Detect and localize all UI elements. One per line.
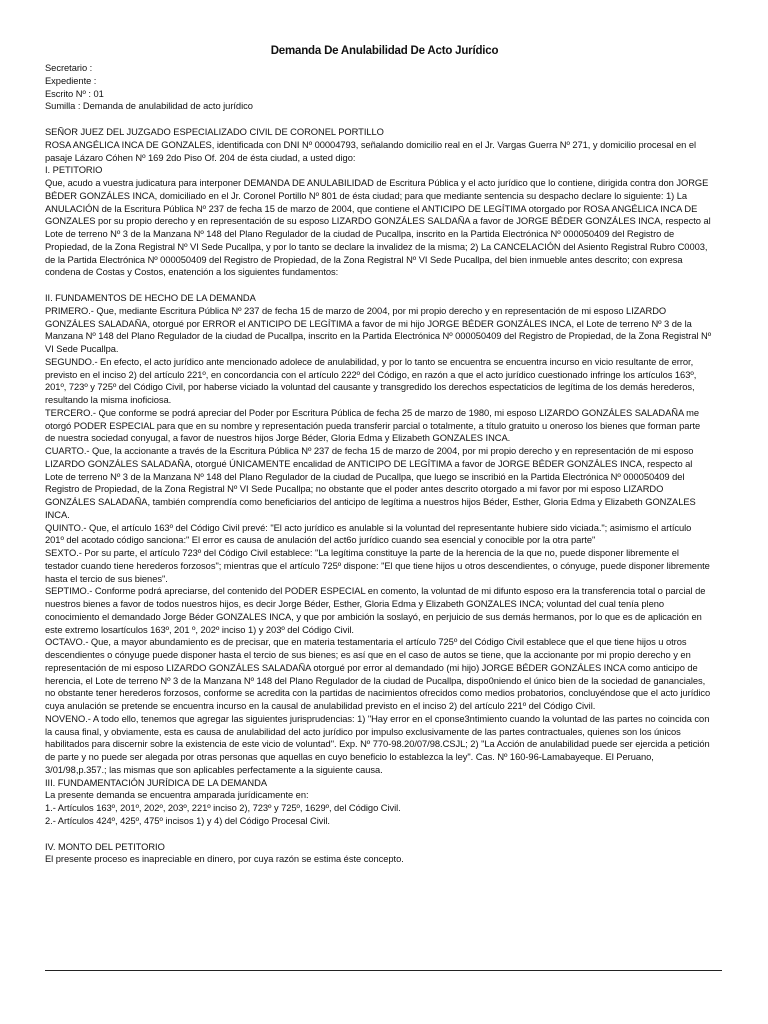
- fundamentacion-line-intro: La presente demanda se encuentra amparada jurídicamente en:: [45, 790, 309, 801]
- section-heading-petitorio: I. PETITORIO: [45, 165, 103, 176]
- header-block: [45, 62, 712, 113]
- section-heading-fundamentacion-juridica: III. FUNDAMENTACIÓN JURÍDICA DE LA DEMANDA: [45, 777, 268, 788]
- fundamentacion-line-codigo-civil: 1.- Artículos 163º, 201º, 202º, 203º, 221º inciso 2), 723º y 725º, 1629º, del Código Civil.: [45, 803, 401, 813]
- paragraph-quinto: QUINTO.- Que, el artículo 163º del Código Civil prevé: "El acto jurídico es anulable si la voluntad del representante hubiere sido viciada."; asimismo el artículo 201º del acotado código sanciona:" El error es causa de anulación del act6o jurídico cuando sea esencial y conocible por la otra parte": [45, 522, 692, 546]
- section-heading-fundamentos-hecho: II. FUNDAMENTOS DE HECHO DE LA DEMANDA: [45, 293, 256, 303]
- fundamentacion-line-codigo-procesal: 2.- Artículos 424º, 425º, 475º incisos 1) y 4) del Código Procesal Civil.: [45, 815, 330, 826]
- section-heading-monto: IV. MONTO DEL PETITORIO: [45, 841, 165, 852]
- paragraph-sexto: SEXTO.- Por su parte, el artículo 723º del Código Civil establece: "La legítima constituye la parte de la herencia de la que no, puede disponer libremente el testador cuando tiene herederos forzosos"; mientras que el artículo 725º dispone: "El que tiene hijos u otros descendientes, o cónyuge, puede disponer libremente hasta el tercio de sus bienes".: [45, 548, 710, 584]
- paragraph-tercero: TERCERO.- Que conforme se podrá apreciar del Poder por Escritura Pública de fecha 25 de marzo de 1980, mi esposo LIZARDO GONZÁLES SALADAÑA me otorgó PODER ESPECIAL para que en su nombre y representación pueda transferir parcial o totalmente, a título gratuito u oneroso los bienes que forman parte de nuestra sociedad conyugal, a favor de nuestros hijos Jorge Béder, Gloria Edma y Elizabeth GONZALES INCA.: [45, 407, 701, 444]
- petitorio-paragraph: Que, acudo a vuestra judicatura para interponer DEMANDA DE ANULABILIDAD de Escritura Pública y el acto jurídico que lo contiene, dirigida contra don JORGE BÉDER GONZÁLES INCA, domiciliado en el Jr. Coronel Portillo Nº 801 de ésta ciudad; para que mediante sentencia su despacho declare lo siguiente: 1) La ANULACIÓN de la Escritura Pública Nº 237 de fecha 15 de marzo de 2004, que contiene el ANTICIPO DE LEGÍTIMA otorgado por ROSA ANGÉLICA INCA DE GONZALES por su propio derecho y en representación de su esposo LIZARDO GONZÁLES SALDAÑA a favor de JORGE BÉDER GONZÁLES INCA, respecto al Lote de terreno Nº 3 de la Manzana Nº 148 del Plano Regulador de la ciudad de Pucallpa, inscrito en la Partida Electrónica Nº 000050409 del Registro de Propiedad, de la Zona Registral Nº VI Sede Pucallpa, y por lo tanto se declare la invalidez de la misma; 2) La CANCELACIÓN del Asiento Registral Rubro C0003, de la Partida Electrónica Nº 000050409 del Registro de Propiedad, de la Zona Registral Nº VI Sede Pucallpa, del bien inmueble antes descrito; con expresa condena de Costas y Costos, enatención a los siguientes fundamentos:: [45, 178, 711, 278]
- monto-paragraph: El presente proceso es inapreciable en dinero, por cuya razón se estima éste concepto.: [45, 854, 404, 865]
- paragraph-cuarto: CUARTO.- Que, la accionante a través de la Escritura Pública Nº 237 de fecha 15 de marzo de 2004, por mi propio derecho y en representación de mi esposo LIZARDO GONZÁLES SALADAÑA, otorgué ÚNICAMENTE encalidad de ANTICIPO DE LEGÍTIMA a favor de JORGE BÉDER GONZÁLES INCA, respecto al Lote de terreno Nº 3 de la Manzana Nº 148 del Plano Regulador de la ciudad de Pucallpa, que luego se inscribió en la Partida Electrónica Nº 000050409 del Registro de Propiedad, de la Zona Registral Nº VI Sede Pucallpa; no obstante que el poder antes descrito otorgado a mi favor por mi esposo LIZARDO GONZÁLES SALADAÑA, también comprendía como beneficiarios del anticipo de legítima a nuestros hijos Béder, Esther, Gloria Edma y Elizabeth GONZALES INCA.: [45, 446, 696, 520]
- paragraph-primero: PRIMERO.- Que, mediante Escritura Pública Nº 237 de fecha 15 de marzo de 2004, por mi propio derecho y en representación de mi esposo LIZARDO GONZÁLES SALADAÑA, otorgué por ERROR el ANTICIPO DE LEGÍTIMA a favor de mi hijo JORGE BÉDER GONZÁLES INCA, el Lote de terreno Nº 3 de la Manzana Nº 148 del Plano Regulador de la ciudad de Pucallpa, inscrito en la Partida Electrónica Nº 000050409 del Registro de Propiedad, de la Zona Registral Nº VI Sede Pucallpa.: [45, 305, 712, 354]
- paragraph-segundo: SEGUNDO.- En efecto, el acto jurídico ante mencionado adolece de anulabilidad, y por lo tanto se encuentra se encuentra incurso en vicio resultante de error, previsto en el inciso 2) del artículo 221º, en concordancia con el artículo 222º del Código, en razón a que el acto jurídico cuestionado infringe los artículos 163º, 201º, 723º y 725º del Código Civil, por haberse viciado la voluntad del causante y transgredido los derechos espectaticios de legítima de los demás herederos, resultando la misma inoficiosa.: [45, 356, 697, 405]
- intro-paragraph: ROSA ANGÉLICA INCA DE GONZALES, identificada con DNI Nº 00004793, señalando domicilio real en el Jr. Vargas Guerra Nº 271, y domicilio procesal en el pasaje Lázaro Cóhen Nº 169 2do Piso Of. 204 de ésta ciudad, a usted digo:: [45, 139, 696, 163]
- header-sumilla: Sumilla : Demanda de anulabilidad de acto jurídico: [45, 101, 253, 112]
- header-secretario: Secretario :: [45, 63, 93, 73]
- header-expediente: Expediente :: [45, 75, 97, 86]
- document-title: Demanda De Anulabilidad De Acto Jurídico: [270, 45, 499, 57]
- paragraph-octavo: OCTAVO.- Que, a mayor abundamiento es de precisar, que en materia testamentaria el artículo 725º del Código Civil establece que el que tiene hijos u otros descendientes o cónyuge puede disponer hasta el tercio de sus bienes; es así que en el caso de autos se tiene, que la accionante por mi propio derecho y en representación de mi esposo LIZARDO GONZÁLES SALADAÑA otorgué por error al demandado (mi hijo) JORGE BÉDER GONZÁLES INCA como anticipo de herencia, el Lote de terreno Nº 3 de la Manzana Nº 148 del Plano Regulador de la ciudad de Pucallpa, dispo0niendo el único bien de la sociedad de gananciales, no obstante tener herederos forzosos, conforme se acredita con la partidas de nacimientos ofrecidos como medios probatorios, concluyéndose que el acto jurídico cuya anulación se pretende se encuentra incurso en la causal de anulabilidad previsto en el inciso 2) del artículo 221º del Código Civil.: [45, 637, 711, 711]
- page-divider: [45, 970, 722, 971]
- paragraph-septimo: SEPTIMO.- Conforme podrá apreciarse, del contenido del PODER ESPECIAL en comento, la voluntad de mi difunto esposo era la transferencia total o parcial de nuestros bienes a favor de todos nuestros hijos, es decir Jorge Béder, Esther, Gloria Edma y Elizabeth GONZALES INCA; voluntad del cual tenía pleno conocimiento el demandado Jorge Béder GONZALES INCA, y que por ambición la soslayó, en perjuicio de sus demás hermanos, por lo que es de aplicación en este extremo losartículos 163º, 201 º, 202º inciso 1) y 203º del Código Civil.: [45, 586, 706, 635]
- addressee: SEÑOR JUEZ DEL JUZGADO ESPECIALIZADO CIVIL DE CORONEL PORTILLO: [45, 127, 384, 137]
- document-body: [45, 62, 712, 866]
- header-escrito: Escrito Nº : 01: [45, 88, 104, 99]
- paragraph-noveno: NOVENO.- A todo ello, tenemos que agregar las siguientes jurisprudencias: 1) "Hay error en el cponse3ntimiento cuando la voluntad de las partes no coincida con la causa final, y obviamente, esta es causa de anulabilidad del acto jurídico por impulso exclusivamente de las partes contractuales, quienes son los únicos habilitados para discernir sobre la existencia de este vicio de voluntad". Exp. Nº 770-98.20/07/98.CSJL; 2) "La Acción de anulabilidad puede ser ejercida a petición de parte y no puede ser alegada por otras personas que aquellas en cuyo beneficio lo establezca la ley". Cas. Nº 160-96-Lamabayeque. El Peruano, 3/01/98,p.357.; las mismas que son aplicables perfectamente a la siguiente causa.: [45, 713, 710, 775]
